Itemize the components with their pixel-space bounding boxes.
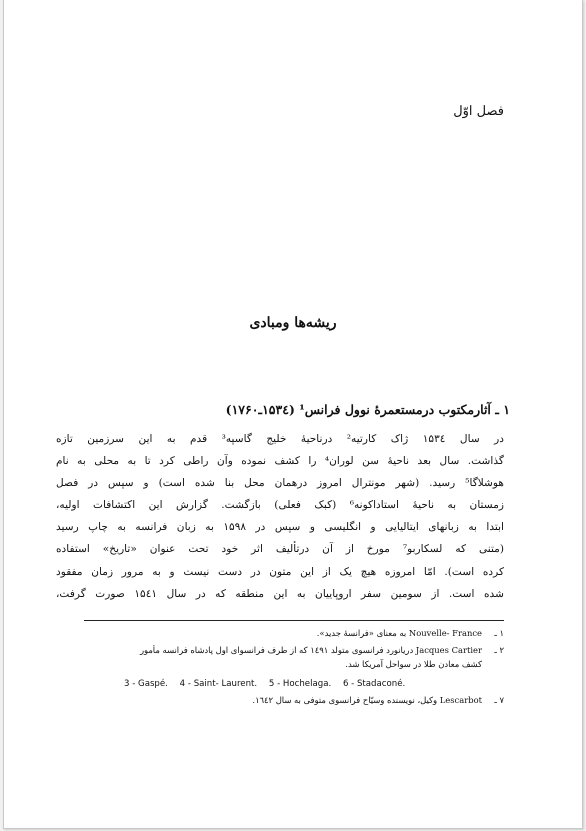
body-line: کرده است). امّا امروزه هیچ یک از این متون در دست نیست و به مرور زمان مفقود xyxy=(56,565,504,578)
footnote-number: ۲ ـ xyxy=(494,645,504,655)
footnote-number: ۷ ـ xyxy=(494,695,504,705)
body-line: گذاشت. سال بعد ناحیهٔ سن لوران⁴ را کشف نموده وآن راطی کرد تا به محلی به نام xyxy=(56,455,504,468)
footnote-text: Jacques Cartier دریانورد فرانسوی متولد ۱٤۹۱ که از طرف فرانسوای اول پادشاه فرانسه مأمور xyxy=(139,645,482,655)
footnote-2-continued xyxy=(72,659,482,669)
footnote-text: Lescarbot وکیل، نویسنده وسیّاح فرانسوی متوفی به سال ۱٦٤۲. xyxy=(252,695,482,705)
body-line: شده است. از سومین سفر اروپاییان به این منطقه که در سال ۱۵٤۱ صورت گرفت، xyxy=(56,587,504,600)
footnote-divider xyxy=(84,620,504,621)
subsection-title: ۱ ـ آثارمکتوب درمستعمرهٔ نوول فرانس¹ (۱۵۳٤ـ۱۷۶۰) xyxy=(225,402,510,417)
footnote-text: کشف معادن طلا در سواحل آمریکا شد. xyxy=(345,659,482,669)
footnote-2 xyxy=(72,645,504,655)
footnote-5: 5 - Hochelaga. xyxy=(268,679,332,689)
footnote-6: 6 - Stadaconé. xyxy=(342,679,406,689)
footnote-7 xyxy=(72,695,504,705)
footnote-4: 4 - Saint- Laurent. xyxy=(179,679,258,689)
body-text xyxy=(56,428,504,605)
body-line: زمستان به ناحیهٔ استاداکونه⁶ (کبک فعلی) بازگشت. گزارش این اکتشافات اولیه، xyxy=(56,499,504,512)
body-line: در سال ۱۵۳٤ ژاک کارتیه² درناحیهٔ خلیج گاسپه³ قدم به این سرزمین تازه xyxy=(56,433,504,445)
chapter-label: فصل اوّل xyxy=(453,104,504,119)
body-line: هوشلاگا⁵ رسید. (شهر مونترال امروز درهمان محل بنا شده است) و سپس در فصل xyxy=(56,477,504,490)
body-line: ابتدا به زبانهای ایتالیایی و انگلیسی و سپس در ۱۵۹۸ به زبان فرانسه به چاپ رسید xyxy=(56,521,504,534)
section-title: ریشه‌ها ومبادی xyxy=(249,315,337,331)
footnote-text: Nouvelle- France به معنای «فرانسهٔ جدید». xyxy=(316,628,482,638)
footnote-number: ۱ ـ xyxy=(494,628,504,638)
body-line: (متنی که لسکاربو⁷ مورخ از آن درتألیف اثر خود تحت عنوان «تاریخ» استفاده xyxy=(56,543,504,556)
document-page xyxy=(3,0,583,829)
footnotes-latin xyxy=(124,679,414,689)
footnote-3: 3 - Gaspé. xyxy=(124,679,168,689)
footnote-1 xyxy=(72,628,504,638)
